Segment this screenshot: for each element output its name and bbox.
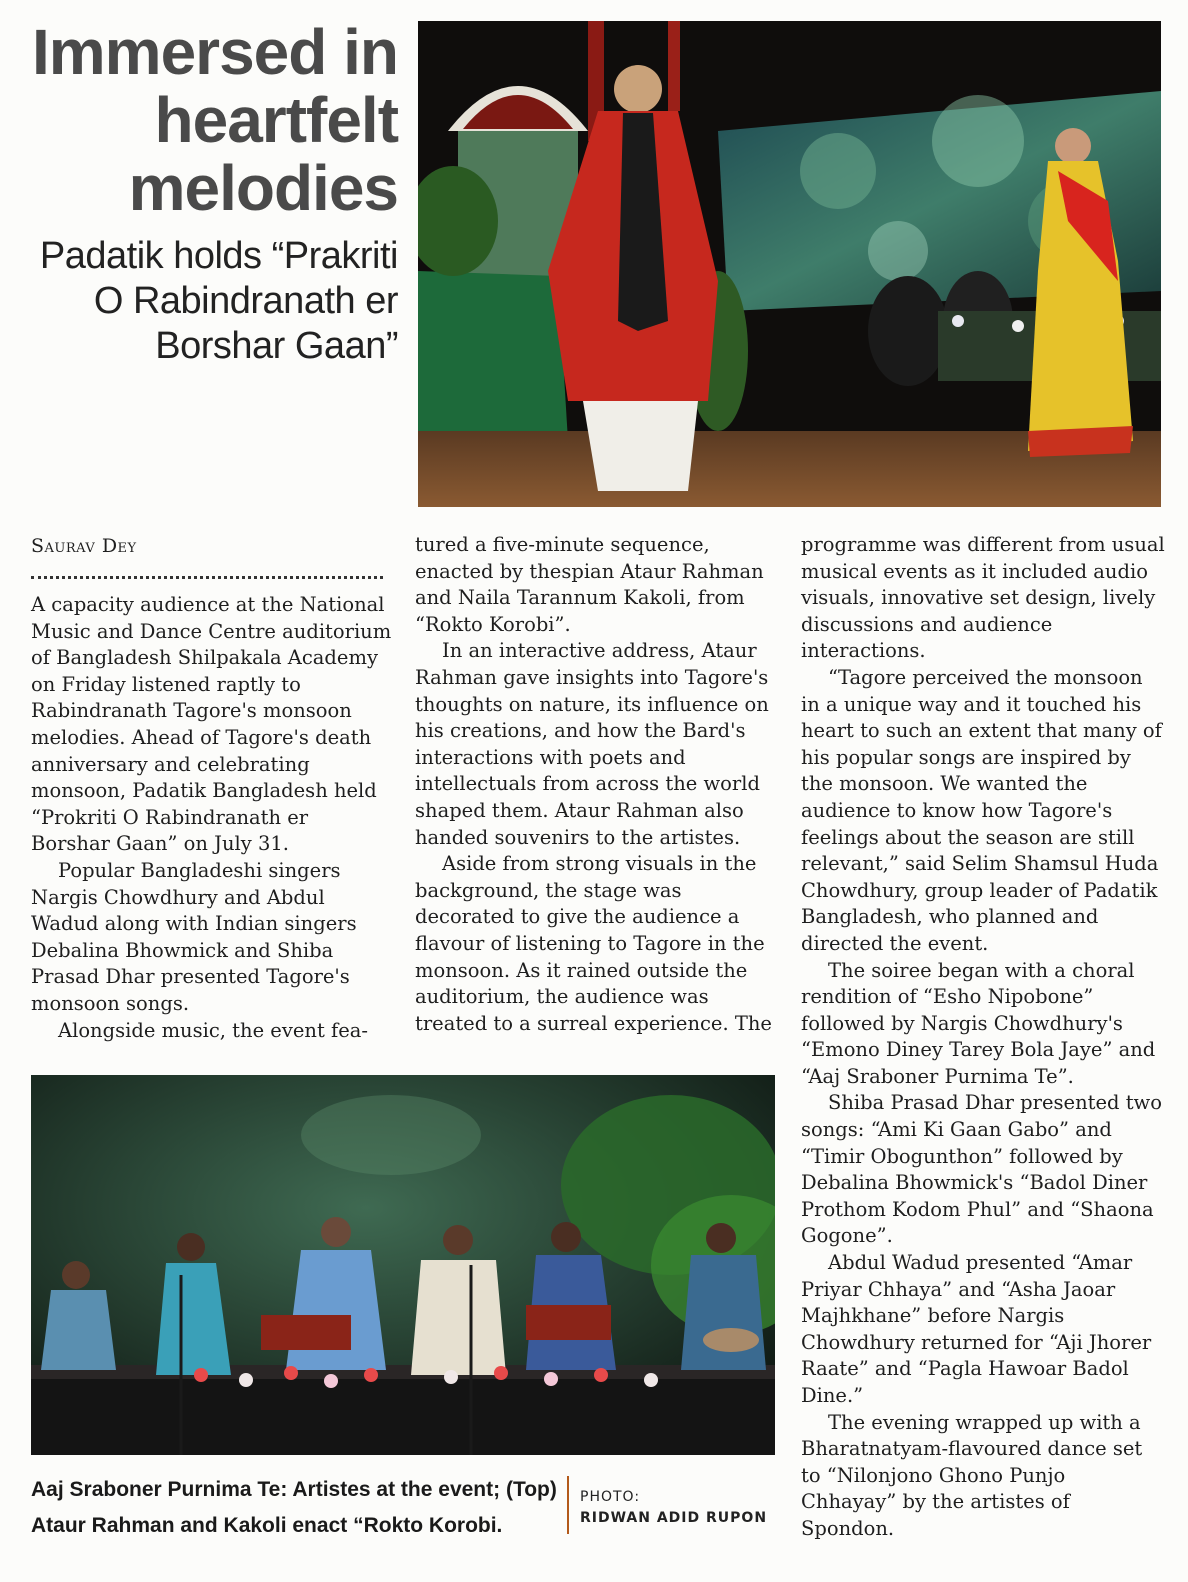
stage-performance-photo — [418, 21, 1161, 507]
photo-credit-name: RIDWAN ADID RUPON — [580, 1510, 768, 1526]
paragraph: The soiree began with a choral rendition of “Esho Nipobone” followed by Nargis Chowdhury's “Emono Diney Tarey Bola Jaye” and “Aaj Sraboner Purnima Te”. — [801, 958, 1156, 1088]
paragraph: “Tagore perceived the monsoon in a unique way and it touched his heart to such an extent that many of his popular songs are inspired by the monsoon. We wanted the audience to know how Tagore's feelings about the season are still relevant,” said Selim Shamsul Huda Chowdhury, group leader of Padatik Bangladesh, who planned and directed the event. — [801, 665, 1162, 955]
paragraph: In an interactive address, Ataur Rahman gave insights into Tagore's thoughts on nature, its influence on his creations, and how the Bard's interactions with poets and intellectuals from across the world shaped them. Ataur Rahman also handed souvenirs to the artistes. — [415, 639, 769, 849]
musicians-photo — [31, 1075, 775, 1455]
paragraph: Popular Bangladeshi singers Nargis Chowdhury and Abdul Wadud along with Indian singers Debalina Bhowmick and Shiba Prasad Dhar presented Tagore's monsoon songs. — [31, 858, 357, 1015]
article-column-3 — [801, 532, 1166, 1543]
headline-title: Immersed in heartfelt melodies — [31, 16, 398, 224]
caption-divider — [567, 1476, 569, 1534]
photo-credit-label: PHOTO: — [580, 1489, 641, 1505]
paragraph: A capacity audience at the National Music and Dance Centre auditorium of Bangladesh Shilpakala Academy on Friday listened raptly to Rabindranath Tagore's monsoon melodies. Ahead of Tagore's death anniversary and celebrating monsoon, Padatik Bangladesh held “Prokriti O Rabindranath er Borshar Gaan” on July 31. — [31, 593, 392, 856]
photo-caption: Aaj Sraboner Purnima Te: Artistes at the event; (Top) Ataur Rahman and Kakoli enact “Rokto Korobi. — [31, 1478, 557, 1537]
article-column-2 — [415, 532, 777, 1037]
photo-credit — [580, 1487, 780, 1529]
headline-subtitle: Padatik holds “Prakriti O Rabindranath er Borshar Gaan” — [39, 235, 398, 367]
paragraph: Alongside music, the event fea- — [58, 1018, 368, 1042]
paragraph: Abdul Wadud presented “Amar Priyar Chhaya” and “Asha Jaoar Majhkhane” before Nargis Chowdhury returned for “Aji Jhorer Raate” and “Pagla Hawoar Badol Dine.” — [801, 1251, 1152, 1407]
byline-divider — [31, 576, 383, 579]
paragraph: tured a five-minute sequence, enacted by thespian Ataur Rahman and Naila Tarannum Kakoli, from “Rokto Korobi”. — [415, 533, 764, 636]
byline: Saurav Dey — [31, 535, 137, 557]
paragraph: The evening wrapped up with a Bharatnatyam-flavoured dance set to “Nilonjono Ghono Punjo Chhayay” by the artistes of Spondon. — [801, 1410, 1143, 1540]
paragraph: Shiba Prasad Dhar presented two songs: “Ami Ki Gaan Gabo” and “Timir Obogunthon” followed by Debalina Bhowmick's “Badol Diner Prothom Kodom Phul” and “Shaona Gogone”. — [801, 1091, 1162, 1248]
headline — [20, 18, 398, 369]
paragraph: programme was different from usual musical events as it included audio visuals, innovative set design, lively discussions and audience interactions. — [801, 533, 1165, 663]
article-column-1 — [31, 592, 393, 1044]
paragraph: Aside from strong visuals in the background, the stage was decorated to give the audience a flavour of listening to Tagore in the monsoon. As it rained outside the auditorium, the audience was treated to a surreal experience. The — [415, 852, 772, 1035]
